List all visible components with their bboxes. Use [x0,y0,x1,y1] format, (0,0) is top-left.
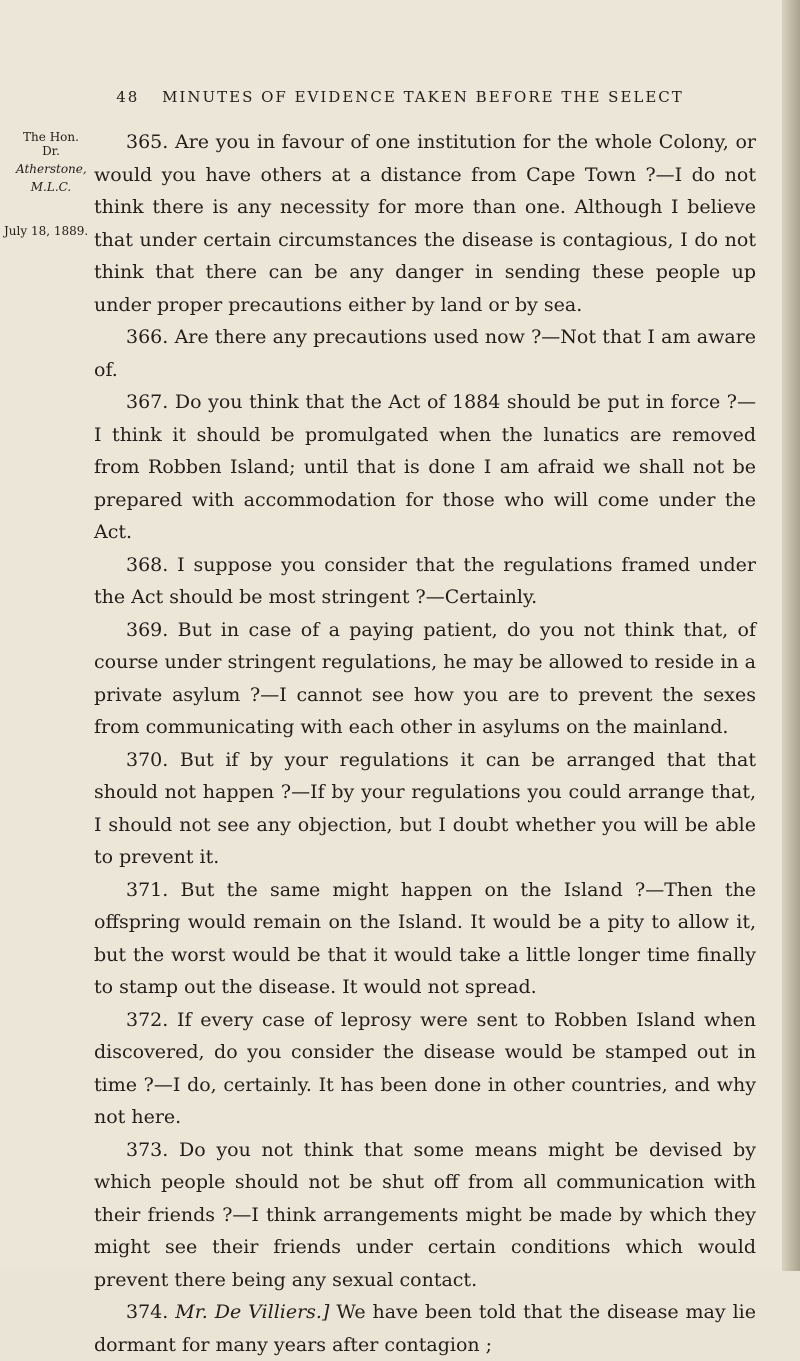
question-374 [94,1296,756,1361]
question-371: 371. But the same might happen on the Island ?—Then the offspring would remain on the Island. It would be a pity to allow it, but the worst would be that it would take a little longer time finally to stamp out the disease. It would not spread. [94,878,756,998]
question-374-text: We have been told that the disease may lie dormant for many years after contagion ; [94,1301,756,1356]
margin-date-wrap [4,222,94,240]
question-369: 369. But in case of a paying patient, do you not think that, of course under stringent regulations, he may be allowed to reside in a private asylum ?—I cannot see how you are to prevent the sexes from communicating with each other in asylums on the mainland. [94,618,756,738]
question-370: 370. But if by your regulations it can be arranged that that should not happen ?—If by your regulations you could arrange that, I should not see any objection, but I doubt whether you will be able to prevent it. [94,748,756,868]
running-header [0,88,800,106]
running-title: MINUTES OF EVIDENCE TAKEN BEFORE THE SELECT [162,88,684,106]
question-368: 368. I suppose you consider that the regulations framed under the Act should be most stringent ?—Certainly. [94,553,756,608]
evidence-body [94,126,756,1361]
question-367: 367. Do you think that the Act of 1884 should be put in force ?—I think it should be promulgated when the lunatics are removed from Robben Island; until that is done I am afraid we shall not be prepared with accommodation for those who will come under the Act. [94,391,756,543]
page-number: 48 [116,88,140,106]
question-374-number: 374. [126,1301,169,1323]
margin-title-1: The Hon. [23,130,79,144]
question-374-speaker: Mr. De Villiers.] [175,1301,330,1323]
margin-note [16,128,86,196]
margin-date: July 18, 1889. [4,224,89,238]
question-366: 366. Are there any precautions used now ?—Not that I am aware of. [94,326,756,381]
margin-title-2: Dr. [42,144,60,158]
page-edge-shadow [782,0,800,1271]
question-373: 373. Do you not think that some means might be devised by which people should not be shut off from all communication with their friends ?—I think arrangements might be made by which they might see their friends under certain conditions which would prevent there being any sexual contact. [94,1138,756,1291]
margin-degree: M.L.C. [30,180,72,194]
question-365: 365. Are you in favour of one institution for the whole Colony, or would you have others at a distance from Cape Town ?—I do not think there is any necessity for more than one. Although I believe that under certain circumstances the disease is contagious, I do not think that there can be any danger in sending these people up under proper precautions either by land or by sea. [94,131,756,316]
question-372: 372. If every case of leprosy were sent to Robben Island when discovered, do you consider the disease would be stamped out in time ?—I do, certainly. It has been done in other countries, and why not here. [94,1008,756,1128]
margin-name: Atherstone, [16,162,87,176]
